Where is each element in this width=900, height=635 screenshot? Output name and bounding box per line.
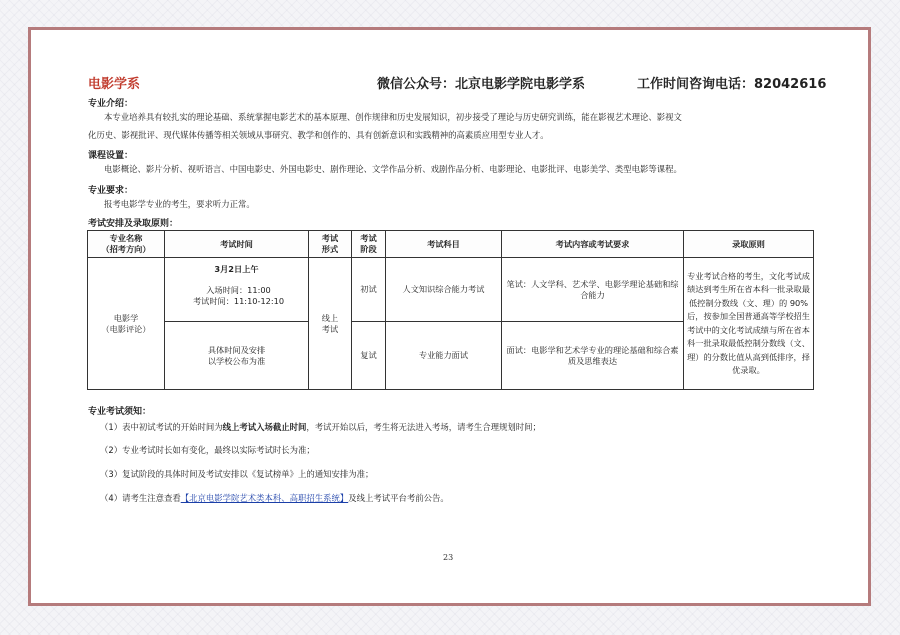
intro-line-1: 本专业培养具有较扎实的理论基础、系统掌握电影艺术的基本原理、创作规律和历史发展知识，初步接受了理论与历史研究训练，能在影视艺术理论、影视文 (104, 112, 682, 122)
courses-heading: 课程设置： (88, 151, 134, 161)
table-header-row (88, 231, 814, 258)
header-subject: 考试科目 (386, 231, 502, 258)
table-row (88, 258, 814, 322)
major-cell: 电影学 （电影评论） (88, 258, 165, 390)
header-content: 考试内容或考试要求 (502, 231, 684, 258)
exam-duration: 考试时间：11:10-12:10 (192, 296, 285, 306)
note-3: （3）复试阶段的具体时间及考试安排以《复试榜单》上的通知安排为准； (100, 469, 374, 479)
stage-cell-2: 复试 (352, 322, 386, 390)
exam-heading: 考试安排及录取原则： (88, 219, 179, 229)
exam-date: 3月2日上午 (214, 264, 259, 274)
page-number: 23 (443, 553, 454, 562)
content-cell-2: 面试：电影学和艺术学专业的理论基础和综合素质及思维表达 (502, 322, 684, 390)
header-stage: 考试 阶段 (352, 231, 386, 258)
subject-cell-2: 专业能力面试 (386, 322, 502, 390)
entry-time: 入场时间：11:00 (206, 285, 271, 295)
wechat-account: 微信公众号：北京电影学院电影学系 (377, 77, 586, 92)
requirements-heading: 专业要求： (88, 186, 134, 196)
note-2: （2）专业考试时长如有变化，最终以实际考试时长为准； (100, 445, 315, 455)
subject-cell-1: 人文知识综合能力考试 (386, 258, 502, 322)
exam-time-cell (165, 258, 309, 322)
header-time: 考试时间 (165, 231, 309, 258)
notes-heading: 专业考试须知： (88, 407, 152, 417)
content-cell-1: 笔试：人文学科、艺术学、电影学理论基础和综合能力 (502, 258, 684, 322)
phone-number: 工作时间咨询电话：82042616 (637, 77, 827, 92)
note-1: （1）表中初试考试的开始时间为线上考试入场截止时间，考试开始以后，考生将无法进入考场，请考生合理规划时间； (100, 422, 541, 432)
header-form: 考试 形式 (309, 231, 352, 258)
stage-cell-1: 初试 (352, 258, 386, 322)
admission-system-link[interactable]: 【北京电影学院艺术类本科、高职招生系统】 (180, 493, 349, 503)
requirements-text: 报考电影学专业的考生，要求听力正常。 (104, 199, 255, 209)
intro-line-2: 化历史、影视批评、现代媒体传播等相关领域从事研究、教学和创作的、具有创新意识和实践精神的高素质应用型专业人才。 (88, 130, 549, 140)
principle-cell: 专业考试合格的考生，文化考试成绩达到考生所在省本科一批录取最低控制分数线（文、理）的 90%后，按参加全国普通高等学校招生考试中的文化考试成绩与所在省本科一批录取最低控制分数线（文、理）的分数比值从高到低排序，择优录取。 (684, 258, 814, 390)
form-cell: 线上 考试 (309, 258, 352, 390)
department-title: 电影学系 (88, 77, 141, 92)
exam-table (87, 230, 814, 390)
header-major: 专业名称 （招考方向） (88, 231, 165, 258)
note-4: （4）请考生注意查看【北京电影学院艺术类本科、高职招生系统】及线上考试平台考前公告。 (100, 493, 449, 503)
courses-text: 电影概论、影片分析、视听语言、中国电影史、外国电影史、剧作理论、文学作品分析、戏剧作品分析、电影理论、电影批评、电影美学、类型电影等课程。 (104, 164, 682, 174)
intro-heading: 专业介绍： (88, 99, 134, 109)
schedule-note-cell: 具体时间及安排 以学校公布为准 (165, 322, 309, 390)
header-principle: 录取原则 (684, 231, 814, 258)
